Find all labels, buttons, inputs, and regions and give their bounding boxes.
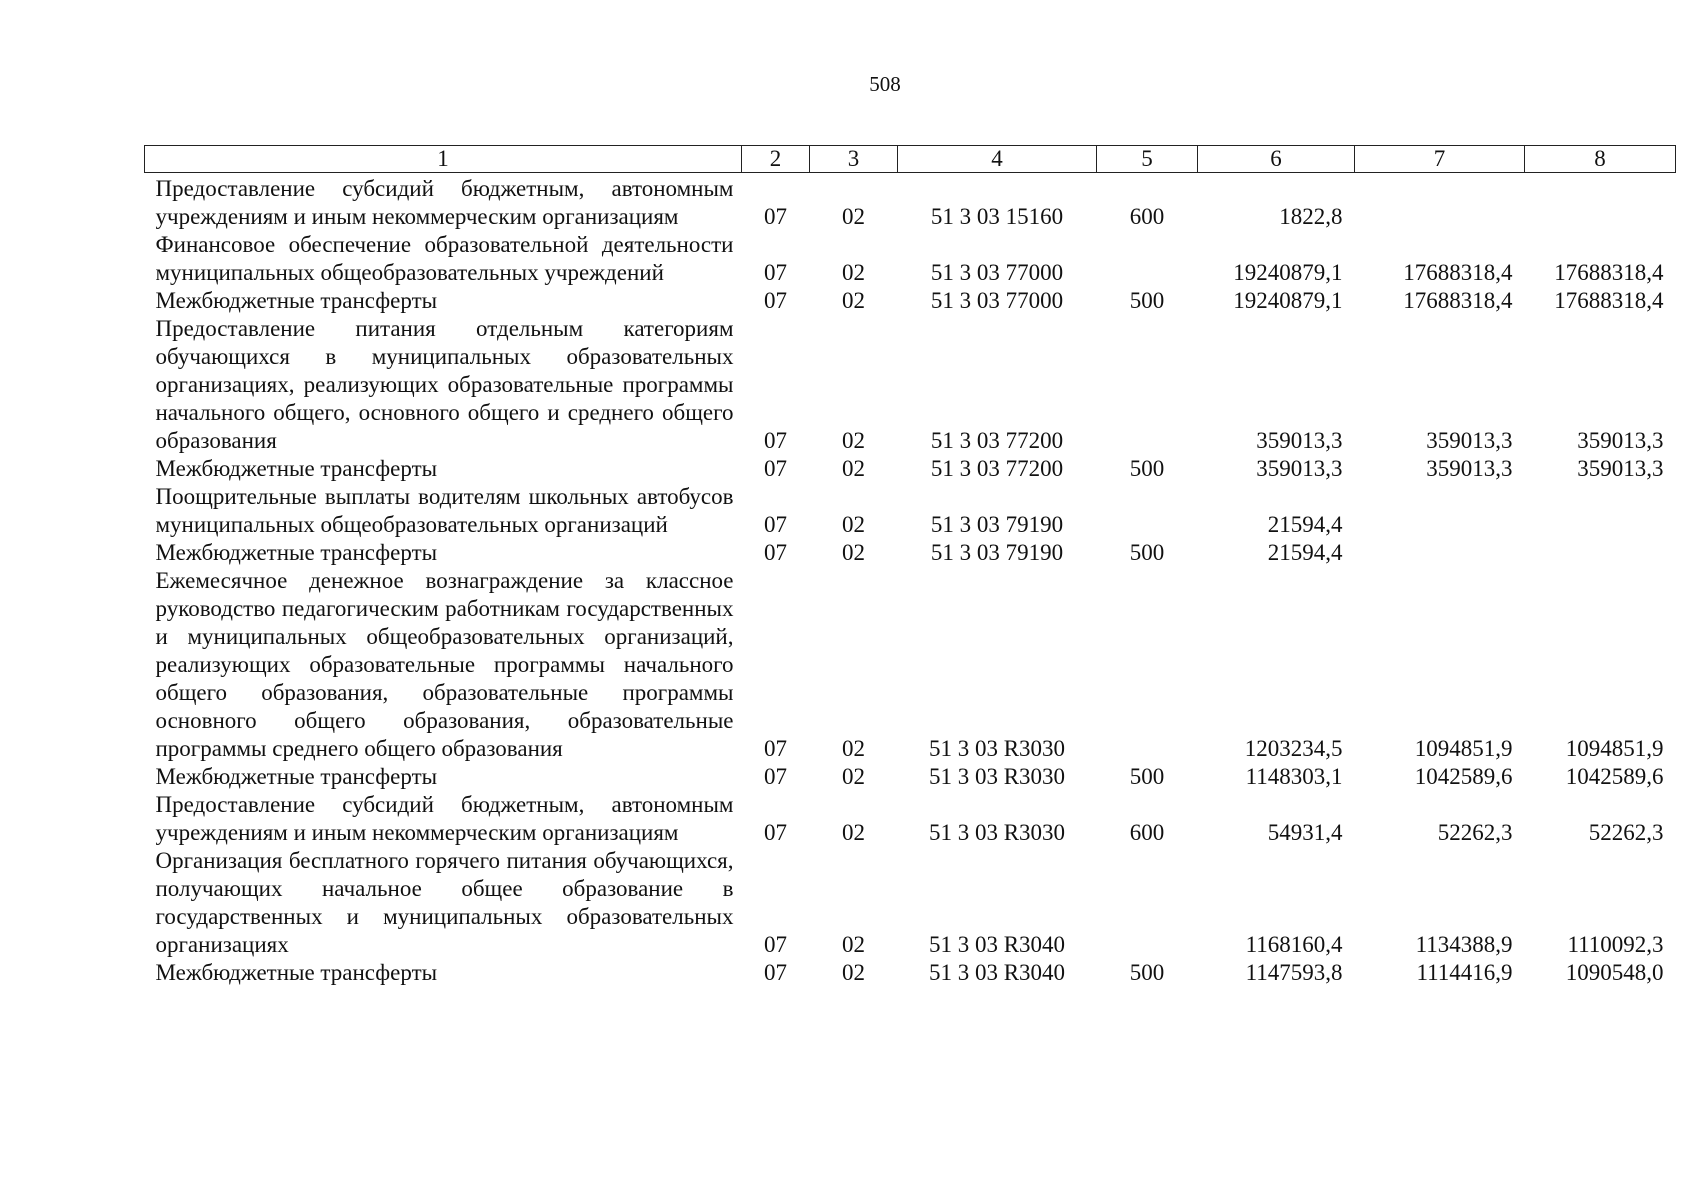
table-row (145, 173, 1676, 232)
row-description: Предоставление субсидий бюджетным, автономным учреждениям и иным некоммерческим организациям (155, 792, 734, 845)
row-description: Межбюджетные трансферты (155, 540, 438, 565)
row-description: Межбюджетные трансферты (155, 456, 438, 481)
row-target-article: 51 3 03 R3030 (928, 736, 1066, 761)
row-subsection: 02 (842, 260, 865, 285)
row-target-article: 51 3 03 R3030 (928, 820, 1066, 845)
row-value-col7: 52262,3 (1437, 820, 1513, 845)
row-expense-type: 600 (1129, 820, 1165, 845)
row-expense-type (1097, 315, 1198, 455)
table-row (145, 231, 1676, 287)
row-value-col8: 1042589,6 (1565, 764, 1664, 789)
row-value-col7: 359013,3 (1426, 456, 1513, 481)
row-subsection: 02 (842, 456, 865, 481)
header-col-2: 2 (742, 146, 810, 173)
row-description: Межбюджетные трансферты (155, 960, 438, 985)
row-value-col8: 17688318,4 (1554, 288, 1664, 313)
row-value-col6: 1148303,1 (1245, 764, 1343, 789)
row-value-col6: 54931,4 (1267, 820, 1343, 845)
row-value-col8 (1525, 483, 1676, 539)
row-section: 07 (764, 932, 787, 957)
row-value-col6: 21594,4 (1267, 512, 1343, 537)
row-section: 07 (764, 428, 787, 453)
row-value-col6: 1822,8 (1279, 204, 1343, 229)
row-value-col6: 1168160,4 (1245, 932, 1343, 957)
table-header (145, 146, 1676, 173)
row-description: Межбюджетные трансферты (155, 764, 438, 789)
table-row (145, 763, 1676, 791)
row-section: 07 (764, 288, 787, 313)
row-value-col8: 17688318,4 (1554, 260, 1664, 285)
row-value-col7 (1355, 539, 1525, 567)
row-subsection: 02 (842, 288, 865, 313)
row-target-article: 51 3 03 R3040 (928, 960, 1066, 985)
header-col-6: 6 (1198, 146, 1355, 173)
row-section: 07 (764, 204, 787, 229)
row-value-col8: 1094851,9 (1565, 736, 1664, 761)
row-subsection: 02 (842, 428, 865, 453)
row-description: Организация бесплатного горячего питания обучающихся, получающих начальное общее образование в государственных и муниципальных образовательных организациях (155, 848, 734, 957)
row-subsection: 02 (842, 764, 865, 789)
row-value-col7 (1355, 173, 1525, 232)
row-section: 07 (764, 764, 787, 789)
row-section: 07 (764, 736, 787, 761)
table-row (145, 315, 1676, 455)
row-value-col8: 1090548,0 (1565, 960, 1664, 985)
row-expense-type: 500 (1129, 288, 1165, 313)
row-expense-type: 500 (1129, 764, 1165, 789)
row-value-col6: 1203234,5 (1244, 736, 1343, 761)
row-section: 07 (764, 540, 787, 565)
row-expense-type: 500 (1129, 960, 1165, 985)
row-target-article: 51 3 03 77000 (930, 288, 1064, 313)
row-expense-type (1097, 847, 1198, 959)
row-target-article: 51 3 03 77200 (930, 456, 1064, 481)
row-target-article: 51 3 03 77200 (930, 428, 1064, 453)
row-description: Межбюджетные трансферты (155, 288, 438, 313)
row-target-article: 51 3 03 77000 (930, 260, 1064, 285)
row-description: Поощрительные выплаты водителям школьных автобусов муниципальных общеобразовательных организаций (155, 484, 734, 537)
row-section: 07 (764, 456, 787, 481)
row-value-col6: 359013,3 (1256, 428, 1343, 453)
row-value-col7: 1094851,9 (1414, 736, 1513, 761)
row-description: Предоставление субсидий бюджетным, автономным учреждениям и иным некоммерческим организациям (155, 176, 734, 229)
row-value-col6: 19240879,1 (1233, 260, 1343, 285)
row-value-col8 (1525, 539, 1676, 567)
row-value-col8: 359013,3 (1577, 456, 1664, 481)
row-expense-type (1097, 483, 1198, 539)
budget-table (144, 145, 1676, 987)
table-row (145, 959, 1676, 987)
row-description: Предоставление питания отдельным категориям обучающихся в муниципальных образовательных организациях, реализующих образовательные программы начального общего, основного общего и среднего общего образования (155, 316, 734, 453)
row-value-col6: 19240879,1 (1233, 288, 1343, 313)
table-row (145, 791, 1676, 847)
row-expense-type: 500 (1129, 456, 1165, 481)
header-col-7: 7 (1355, 146, 1525, 173)
row-value-col7: 17688318,4 (1403, 288, 1513, 313)
row-description: Ежемесячное денежное вознаграждение за классное руководство педагогическим работникам государственных и муниципальных общеобразовательных организаций, реализующих образовательные программы начального общего образования, образовательные программы основного общего образования, образовательные программы среднего общего образования (155, 568, 734, 761)
row-value-col6: 21594,4 (1267, 540, 1343, 565)
row-subsection: 02 (842, 736, 865, 761)
table-row (145, 567, 1676, 763)
row-target-article: 51 3 03 79190 (930, 512, 1064, 537)
row-expense-type: 600 (1129, 204, 1165, 229)
row-expense-type: 500 (1129, 540, 1165, 565)
table-body (145, 173, 1676, 988)
row-subsection: 02 (842, 204, 865, 229)
row-target-article: 51 3 03 R3040 (928, 932, 1066, 957)
table-row (145, 455, 1676, 483)
row-value-col7: 359013,3 (1426, 428, 1513, 453)
table-row (145, 483, 1676, 539)
table-row (145, 287, 1676, 315)
row-target-article: 51 3 03 15160 (930, 204, 1064, 229)
row-value-col6: 359013,3 (1256, 456, 1343, 481)
row-value-col8: 359013,3 (1577, 428, 1664, 453)
row-description: Финансовое обеспечение образовательной деятельности муниципальных общеобразовательных учреждений (155, 232, 734, 285)
row-expense-type (1097, 567, 1198, 763)
table-row (145, 539, 1676, 567)
row-value-col8: 52262,3 (1588, 820, 1664, 845)
row-subsection: 02 (842, 540, 865, 565)
row-value-col7: 1114416,9 (1416, 960, 1513, 985)
row-expense-type (1097, 231, 1198, 287)
row-value-col8 (1525, 173, 1676, 232)
row-section: 07 (764, 260, 787, 285)
row-value-col7: 1134388,9 (1415, 932, 1513, 957)
table-row (145, 847, 1676, 959)
row-value-col7: 1042589,6 (1414, 764, 1513, 789)
row-section: 07 (764, 512, 787, 537)
row-value-col7 (1355, 483, 1525, 539)
row-subsection: 02 (842, 960, 865, 985)
row-target-article: 51 3 03 R3030 (928, 764, 1066, 789)
row-section: 07 (764, 820, 787, 845)
row-section: 07 (764, 960, 787, 985)
row-subsection: 02 (842, 512, 865, 537)
row-value-col8: 1110092,3 (1567, 932, 1664, 957)
header-col-8: 8 (1525, 146, 1676, 173)
header-row (145, 146, 1676, 173)
header-col-5: 5 (1097, 146, 1198, 173)
row-subsection: 02 (842, 820, 865, 845)
row-subsection: 02 (842, 932, 865, 957)
row-value-col6: 1147593,8 (1245, 960, 1343, 985)
row-value-col7: 17688318,4 (1403, 260, 1513, 285)
header-col-1: 1 (145, 146, 742, 173)
row-target-article: 51 3 03 79190 (930, 540, 1064, 565)
header-col-3: 3 (810, 146, 898, 173)
header-col-4: 4 (898, 146, 1097, 173)
page-number: 508 (869, 72, 901, 96)
